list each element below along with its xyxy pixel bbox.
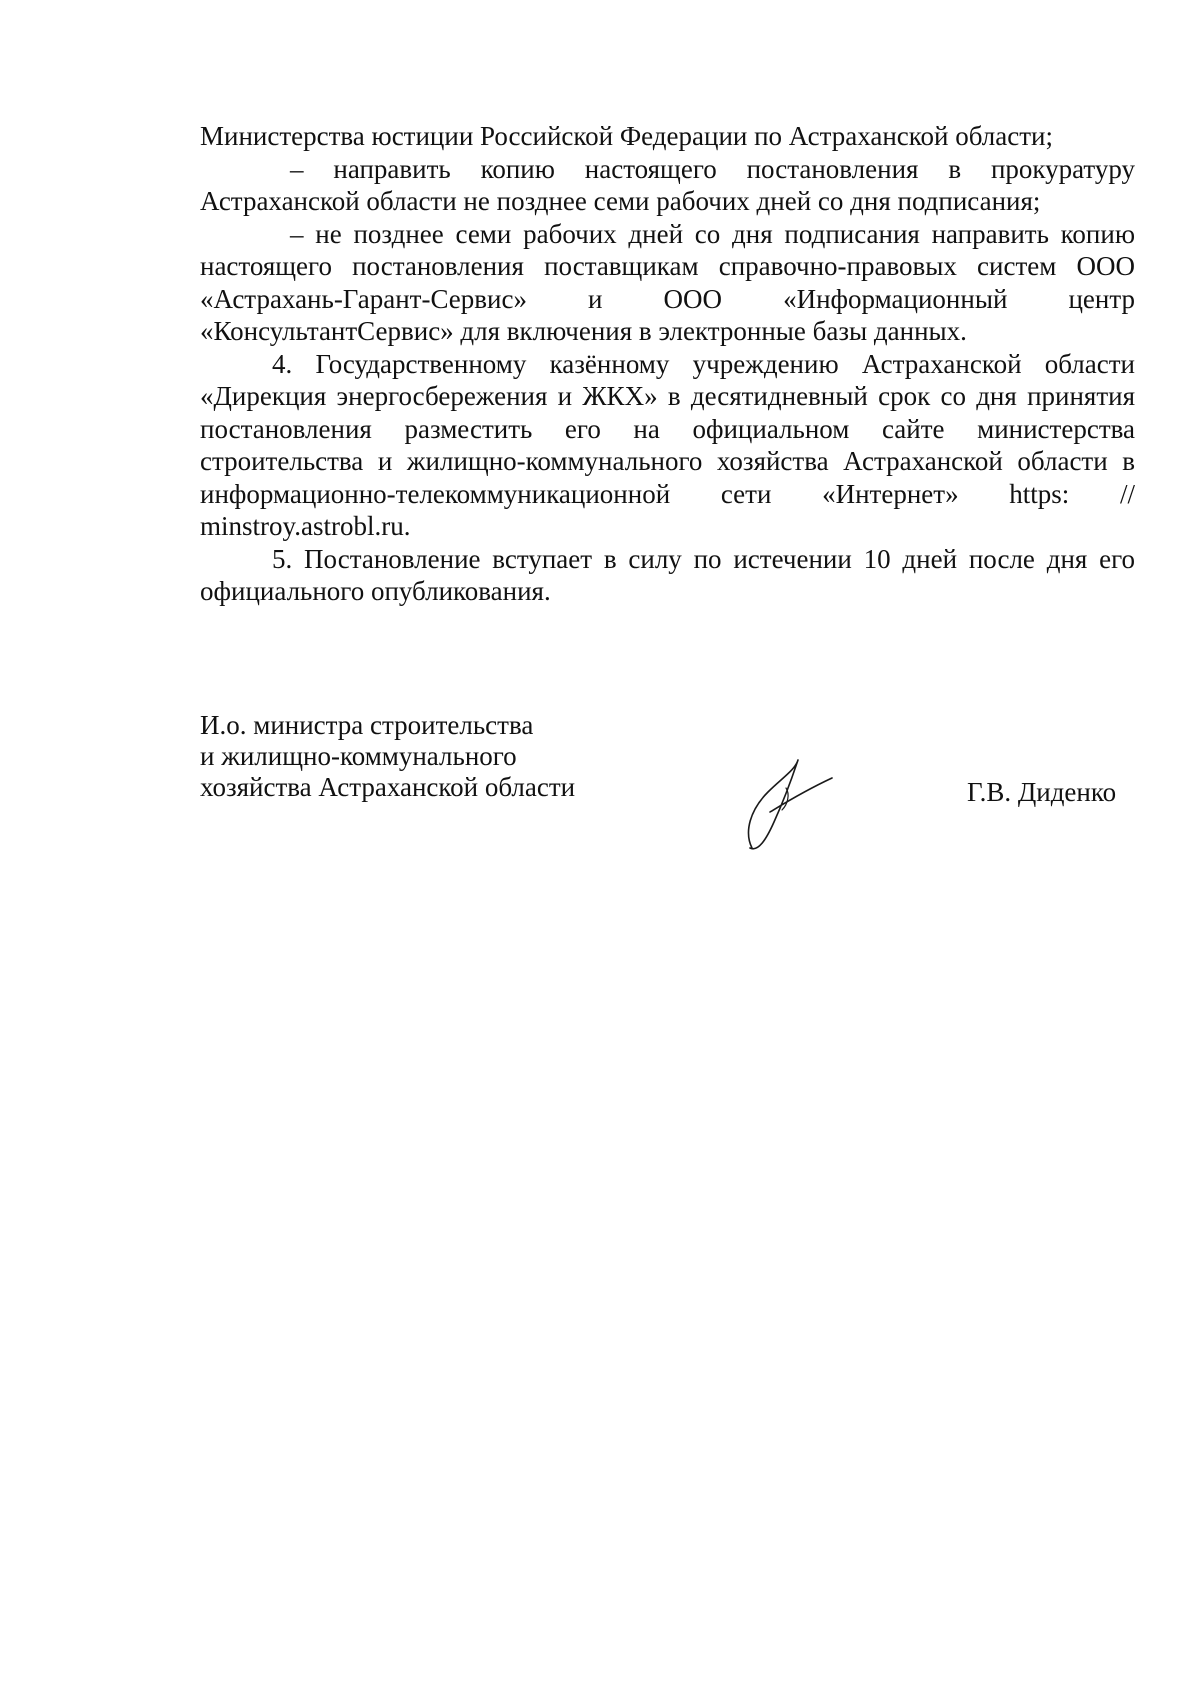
signatory-position bbox=[200, 710, 600, 803]
paragraph-item-5: 5. Постановление вступает в силу по истечении 10 дней после дня его официального опубликования. bbox=[200, 543, 1135, 606]
document-body bbox=[200, 120, 1135, 608]
handwritten-signature bbox=[740, 748, 840, 858]
signer-name: Г.В. Диденко bbox=[967, 777, 1117, 807]
position-line: И.о. министра строительства bbox=[200, 710, 534, 740]
position-line: и жилищно-коммунального bbox=[200, 741, 517, 771]
position-line: хозяйства Астраханской области bbox=[200, 772, 576, 802]
paragraph-legal-systems-copy: – не позднее семи рабочих дней со дня подписания направить копию настоящего постановления поставщикам справочно-правовых систем ООО «Астрахань-Гарант-Сервис» и ООО «Информационный центр «КонсультантСервис» для включения в электронные базы данных. bbox=[200, 218, 1135, 346]
paragraph-prosecutor-copy: – направить копию настоящего постановления в прокуратуру Астраханской области не позднее семи рабочих дней со дня подписания; bbox=[200, 153, 1135, 216]
paragraph-item-4: 4. Государственному казённому учреждению Астраханской области «Дирекция энергосбережения и ЖКХ» в десятидневный срок со дня принятия постановления разместить его на официальном сайте министерства строительства и жилищно-коммунального хозяйства Астраханской области в информационно-телекоммуникационной сети «Интернет» https: // minstroy.astrobl.ru. bbox=[200, 348, 1135, 541]
paragraph-continuation: Министерства юстиции Российской Федерации по Астраханской области; bbox=[200, 121, 1053, 151]
